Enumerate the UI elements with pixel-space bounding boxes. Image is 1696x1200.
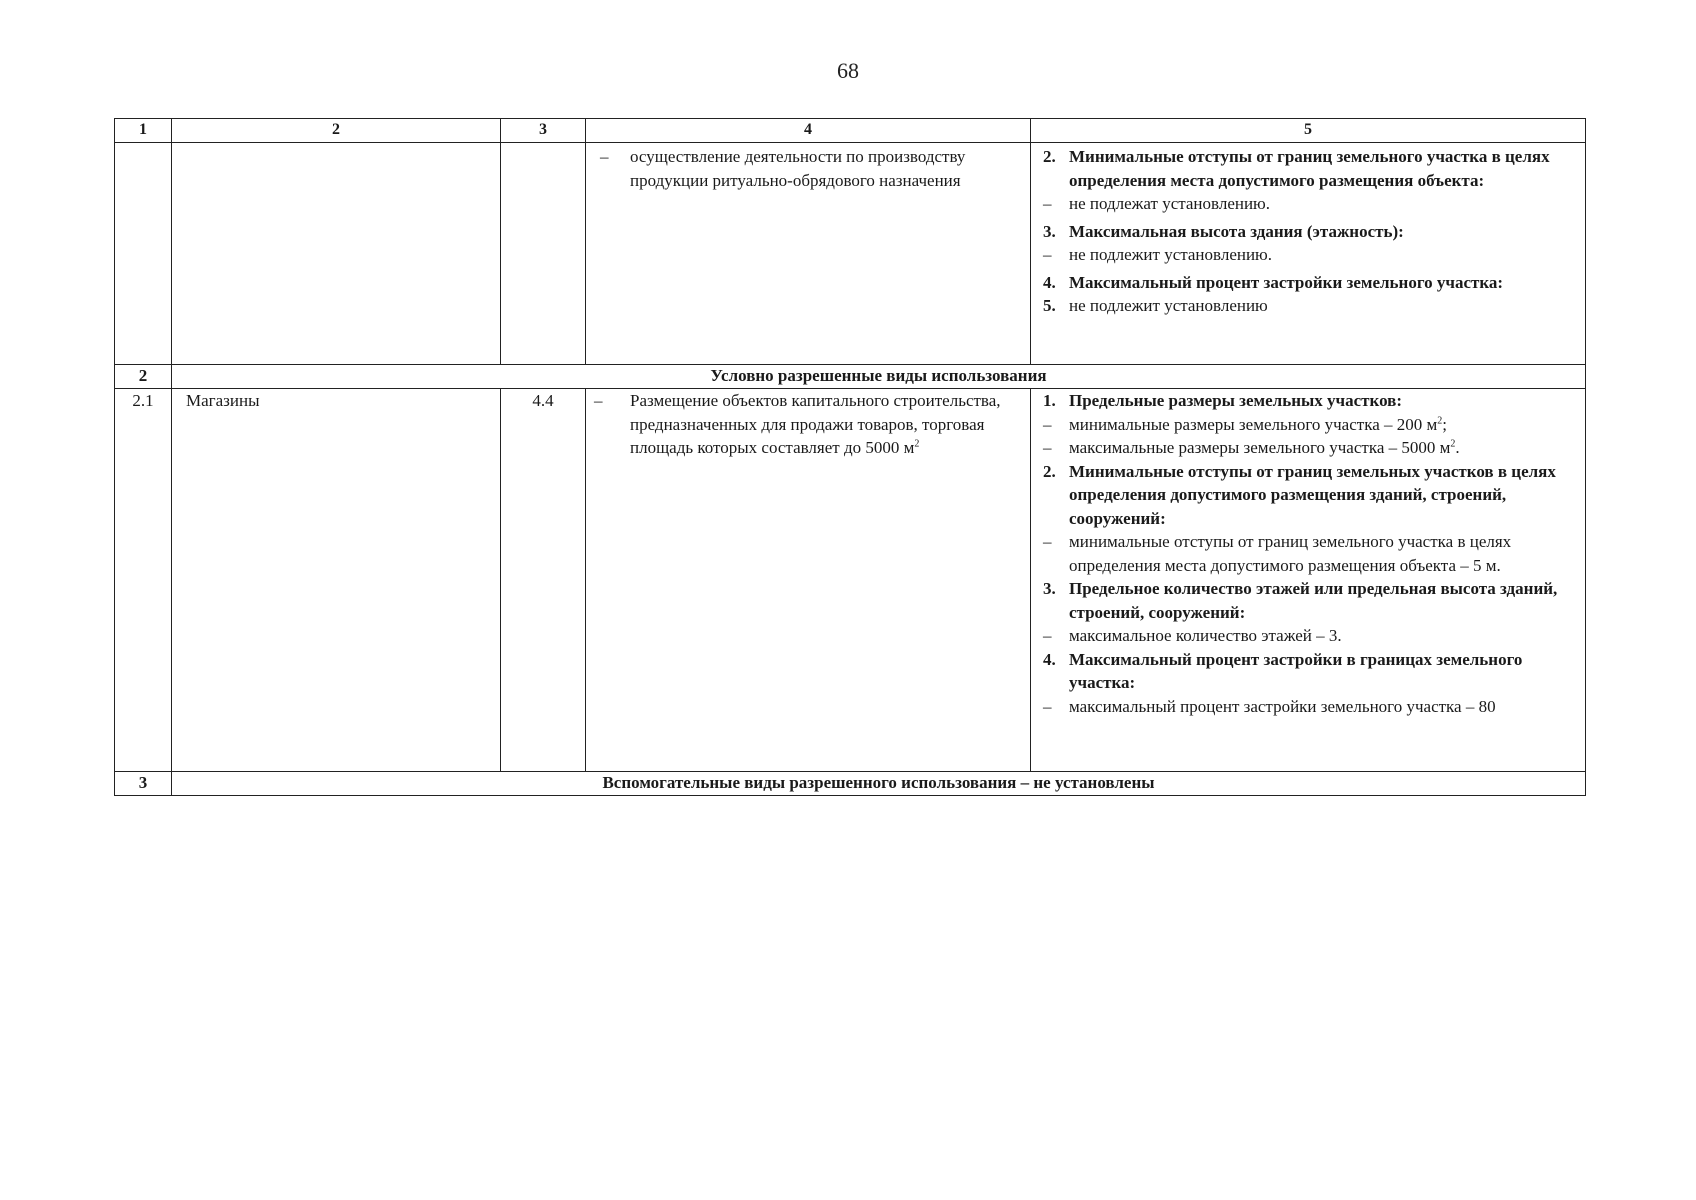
item-marker: – — [1043, 414, 1052, 434]
table-row-continuation — [115, 143, 1586, 365]
item-marker: – — [1043, 696, 1052, 716]
item-text: максимальное количество этажей – 3. — [1069, 626, 1342, 645]
item-text: Максимальный процент застройки земельного участка: — [1069, 272, 1504, 292]
item-text: Предельные размеры земельных участков: — [1069, 391, 1403, 410]
table-header-row — [115, 119, 1586, 143]
table-row-2-1 — [115, 389, 1586, 772]
item-text: Минимальные отступы от границ земельных участков в целях определения допустимого размещения зданий, строений, сооружений: — [1069, 461, 1556, 528]
item-marker: 4. — [1043, 272, 1056, 292]
item-marker: 2. — [1043, 147, 1056, 166]
row-code: 4.4 — [501, 389, 586, 772]
header-col-3: 3 — [501, 119, 586, 143]
section-title: Условно разрешенные виды использования — [172, 365, 1586, 389]
param-item — [1031, 695, 1585, 719]
description-text: осуществление деятельности по производству продукции ритуально-обрядового назначения — [630, 147, 966, 190]
param-item — [1031, 577, 1585, 624]
item-marker: 5. — [1043, 296, 1056, 315]
item-text: Предельное количество этажей или предельная высота зданий, строений, сооружений: — [1069, 579, 1558, 622]
item-marker: 4. — [1043, 649, 1056, 669]
item-text: Максимальная высота здания (этажность): — [1069, 221, 1404, 241]
superscript: 2 — [914, 438, 920, 450]
cell-description — [586, 143, 1031, 365]
item-text: Максимальный процент застройки в границах земельного участка: — [1069, 649, 1523, 692]
param-item — [1031, 271, 1585, 295]
cell-parameters — [1031, 389, 1586, 772]
page-number: 68 — [837, 58, 859, 83]
cell-empty — [115, 143, 172, 365]
item-marker: – — [1043, 532, 1052, 551]
header-col-5: 5 — [1031, 119, 1586, 143]
regulations-table — [114, 118, 1586, 796]
item-text — [1069, 413, 1585, 437]
item-text: максимальный процент застройки земельного участка – 80 — [1069, 696, 1496, 716]
superscript: 2 — [1437, 414, 1443, 426]
cell-empty — [501, 143, 586, 365]
item-marker: – — [1043, 626, 1052, 645]
dash-marker: – — [594, 391, 603, 410]
item-marker: 3. — [1043, 221, 1056, 241]
description-main: Размещение объектов капитального строительства, предназначенных для продажи товаров, торговая площадь которых составляет до 5000 м — [630, 391, 1001, 457]
param-item — [1031, 220, 1585, 244]
param-item — [1031, 436, 1585, 460]
section-number: 3 — [115, 772, 172, 796]
superscript: 2 — [1450, 438, 1456, 450]
item-text: не подлежит установлению. — [1069, 245, 1273, 264]
section-row-3 — [115, 772, 1586, 796]
section-row-2 — [115, 365, 1586, 389]
item-text-tail: . — [1455, 438, 1460, 457]
item-text — [1069, 436, 1585, 460]
description-text — [630, 389, 1030, 460]
item-marker: 2. — [1043, 461, 1056, 481]
row-number: 2.1 — [115, 389, 172, 772]
item-marker: – — [1043, 194, 1052, 213]
item-text: не подлежат установлению. — [1069, 194, 1271, 213]
param-item — [1031, 413, 1585, 437]
dash-marker: – — [600, 147, 609, 166]
param-item — [1031, 460, 1585, 531]
cell-description — [586, 389, 1031, 772]
section-number: 2 — [115, 365, 172, 389]
param-item — [1031, 145, 1585, 192]
param-item — [1031, 294, 1585, 318]
header-col-2: 2 — [172, 119, 501, 143]
item-text-main: максимальные размеры земельного участка – 5000 м — [1069, 438, 1451, 457]
item-text: минимальные отступы от границ земельного участка в целях определения места допустимого размещения объекта – 5 м. — [1069, 532, 1512, 575]
param-item — [1031, 624, 1585, 648]
item-text-tail: ; — [1442, 414, 1447, 434]
cell-empty — [172, 143, 501, 365]
row-name: Магазины — [172, 389, 501, 772]
section-title: Вспомогательные виды разрешенного использования – не установлены — [172, 772, 1586, 796]
header-col-4: 4 — [586, 119, 1031, 143]
item-marker: 1. — [1043, 391, 1056, 410]
item-marker: – — [1043, 245, 1052, 264]
param-item — [1031, 192, 1585, 216]
param-item — [1031, 389, 1585, 413]
param-item — [1031, 243, 1585, 267]
cell-parameters — [1031, 143, 1586, 365]
param-item — [1031, 530, 1585, 577]
header-col-1: 1 — [115, 119, 172, 143]
item-text: Минимальные отступы от границ земельного участка в целях определения места допустимого размещения объекта: — [1069, 147, 1550, 190]
param-item — [1031, 648, 1585, 695]
item-text: не подлежит установлению — [1069, 296, 1268, 315]
item-marker: – — [1043, 438, 1052, 457]
item-marker: 3. — [1043, 579, 1056, 598]
item-text-main: минимальные размеры земельного участка – 200 м — [1069, 414, 1438, 434]
